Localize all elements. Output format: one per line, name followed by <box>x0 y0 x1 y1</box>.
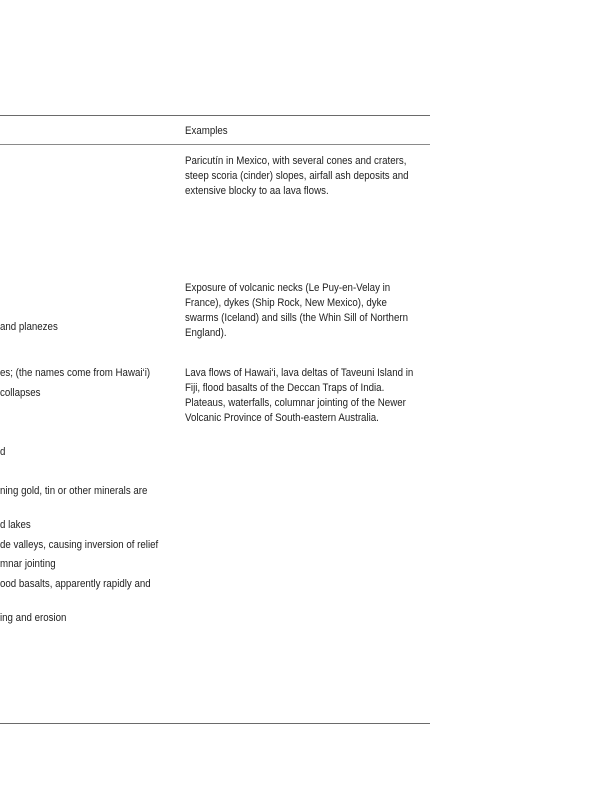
example-2-line-2: France), dykes (Ship Rock, New Mexico), dyke <box>185 297 387 309</box>
left-fragment: ing and erosion <box>0 612 67 624</box>
example-2-line-3: swarms (Iceland) and sills (the Whin Sill of Northern <box>185 312 408 324</box>
left-fragment: es; (the names come from Hawai‘i) <box>0 367 151 379</box>
left-fragment: d lakes <box>0 519 31 531</box>
table-top-rule <box>0 115 430 116</box>
left-fragment: d <box>0 446 6 458</box>
example-3-line-2: Fiji, flood basalts of the Deccan Traps of India. <box>185 382 385 394</box>
left-fragment: mnar jointing <box>0 558 56 570</box>
example-3-line-4: Volcanic Province of South-eastern Australia. <box>185 412 379 424</box>
left-fragment: ning gold, tin or other minerals are <box>0 485 148 497</box>
example-2-line-4: England). <box>185 327 227 339</box>
column-header-examples: Examples <box>185 125 228 137</box>
example-1-line-1: Paricutín in Mexico, with several cones and craters, <box>185 155 407 167</box>
left-fragment: and planezes <box>0 321 58 333</box>
example-2-line-1: Exposure of volcanic necks (Le Puy-en-Velay in <box>185 282 391 294</box>
table-header-rule <box>0 144 430 145</box>
left-fragment: collapses <box>0 387 41 399</box>
left-fragment: ood basalts, apparently rapidly and <box>0 578 151 590</box>
table-bottom-rule <box>0 723 430 724</box>
example-3-line-1: Lava flows of Hawai‘i, lava deltas of Taveuni Island in <box>185 367 414 379</box>
left-fragment: de valleys, causing inversion of relief <box>0 539 159 551</box>
example-1-line-3: extensive blocky to aa lava flows. <box>185 185 329 197</box>
example-3-line-3: Plateaus, waterfalls, columnar jointing of the Newer <box>185 397 406 409</box>
example-1-line-2: steep scoria (cinder) slopes, airfall ash deposits and <box>185 170 409 182</box>
